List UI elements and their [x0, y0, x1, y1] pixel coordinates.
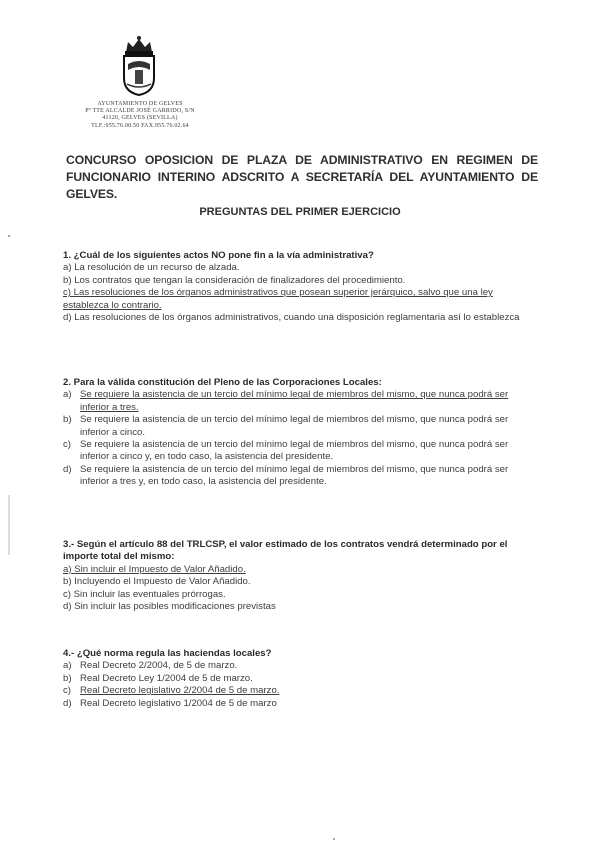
question-1-option-b: b) Los contratos que tengan la consideración de finalizadores del procedimiento. [63, 274, 406, 286]
question-3-option-a-wrap [63, 564, 246, 576]
question-4-option-c [63, 685, 533, 697]
document-title: CONCURSO OPOSICION DE PLAZA DE ADMINISTRATIVO EN REGIMEN DE FUNCIONARIO INTERINO ADSCRITO A SECRETARÍA DEL AYUNTAMIENTO DE GELVES. [66, 153, 538, 201]
option-text: Se requiere la asistencia de un tercio del mínimo legal de miembros del mismo, que nunca podrá ser inferior a cinco y, en todo caso, la asistencia del presidente. [80, 439, 509, 463]
question-3-option-a: a) Sin incluir el Impuesto de Valor Añadido. [63, 563, 246, 575]
option-text: Se requiere la asistencia de un tercio del mínimo legal de miembros del mismo, que nunca podrá ser inferior a tres y, en todo caso, la asistencia del presidente. [80, 463, 509, 488]
option-text: Real Decreto legislativo 1/2004 de 5 de marzo [80, 697, 277, 709]
option-letter: a) [63, 660, 72, 672]
question-4-title: 4.- ¿Qué norma regula las haciendas locales? [63, 648, 272, 659]
question-1-option-a: a) La resolución de un recurso de alzada. [63, 262, 240, 274]
question-1-title: 1. ¿Cuál de los siguientes actos NO pone fin a la vía administrativa? [63, 250, 374, 261]
question-2 [63, 377, 533, 489]
municipal-crest-icon [118, 34, 160, 96]
option-letter: b) [63, 414, 72, 426]
option-letter: a) [63, 389, 72, 401]
option-letter: c) [63, 685, 71, 697]
question-4 [63, 648, 533, 710]
question-1-option-c: c) Las resoluciones de los órganos administrativos que posean superior jerárquico, salvo que una ley establezca lo contrario. [63, 287, 493, 311]
question-2-option-c [63, 439, 533, 464]
option-text: Se requiere la asistencia de un tercio del mínimo legal de miembros del mismo, que nunca podrá ser inferior a cinco. [80, 414, 509, 438]
option-text: Se requiere la asistencia de un tercio del mínimo legal de miembros del mismo, que nunca podrá ser inferior a tres. [80, 389, 509, 413]
option-letter: d) [63, 697, 72, 709]
question-3-title: 3.- Según el artículo 88 del TRLCSP, el valor estimado de los contratos vendrá determinado por el importe total del mismo: [63, 539, 508, 563]
organization-address [70, 101, 210, 130]
question-1 [63, 250, 533, 324]
scan-speck [8, 235, 10, 237]
org-phone: TLF.:955.76.00.50 FAX.955.76.02.64 [91, 122, 189, 129]
question-2-option-b [63, 414, 533, 439]
org-city: 41120, GELVES (SEVILLA) [102, 115, 178, 122]
question-4-option-b [63, 673, 533, 685]
question-3-option-d: d) Sin incluir las posibles modificaciones previstas [63, 601, 276, 613]
org-street: Pº TTE ALCALDE JOSÉ GARRIDO, S/N [85, 108, 195, 115]
option-text: Real Decreto legislativo 2/2004 de 5 de marzo. [80, 685, 280, 697]
question-3-option-b: b) Incluyendo el Impuesto de Valor Añadido. [63, 576, 251, 588]
question-2-option-d [63, 464, 533, 489]
scan-margin-mark [8, 495, 10, 555]
scan-speck [333, 838, 335, 840]
option-text: Real Decreto Ley 1/2004 de 5 de marzo. [80, 672, 253, 684]
question-4-option-d [63, 698, 533, 710]
question-2-option-a [63, 389, 533, 414]
question-4-option-a [63, 660, 533, 672]
question-3-option-c: c) Sin incluir las eventuales prórrogas. [63, 588, 226, 600]
question-3 [63, 539, 533, 613]
question-1-option-d: d) Las resoluciones de los órganos administrativos, cuando una disposición reglamentaria así lo establezca [63, 312, 520, 324]
org-name: AYUNTAMIENTO DE GELVES [97, 101, 183, 107]
option-letter: b) [63, 672, 72, 684]
option-text: Real Decreto 2/2004, de 5 de marzo. [80, 660, 238, 672]
section-subtitle: PREGUNTAS DEL PRIMER EJERCICIO [199, 206, 401, 218]
question-2-title: 2. Para la válida constitución del Pleno de las Corporaciones Locales: [63, 377, 382, 388]
option-letter: d) [63, 463, 72, 475]
option-letter: c) [63, 439, 71, 451]
